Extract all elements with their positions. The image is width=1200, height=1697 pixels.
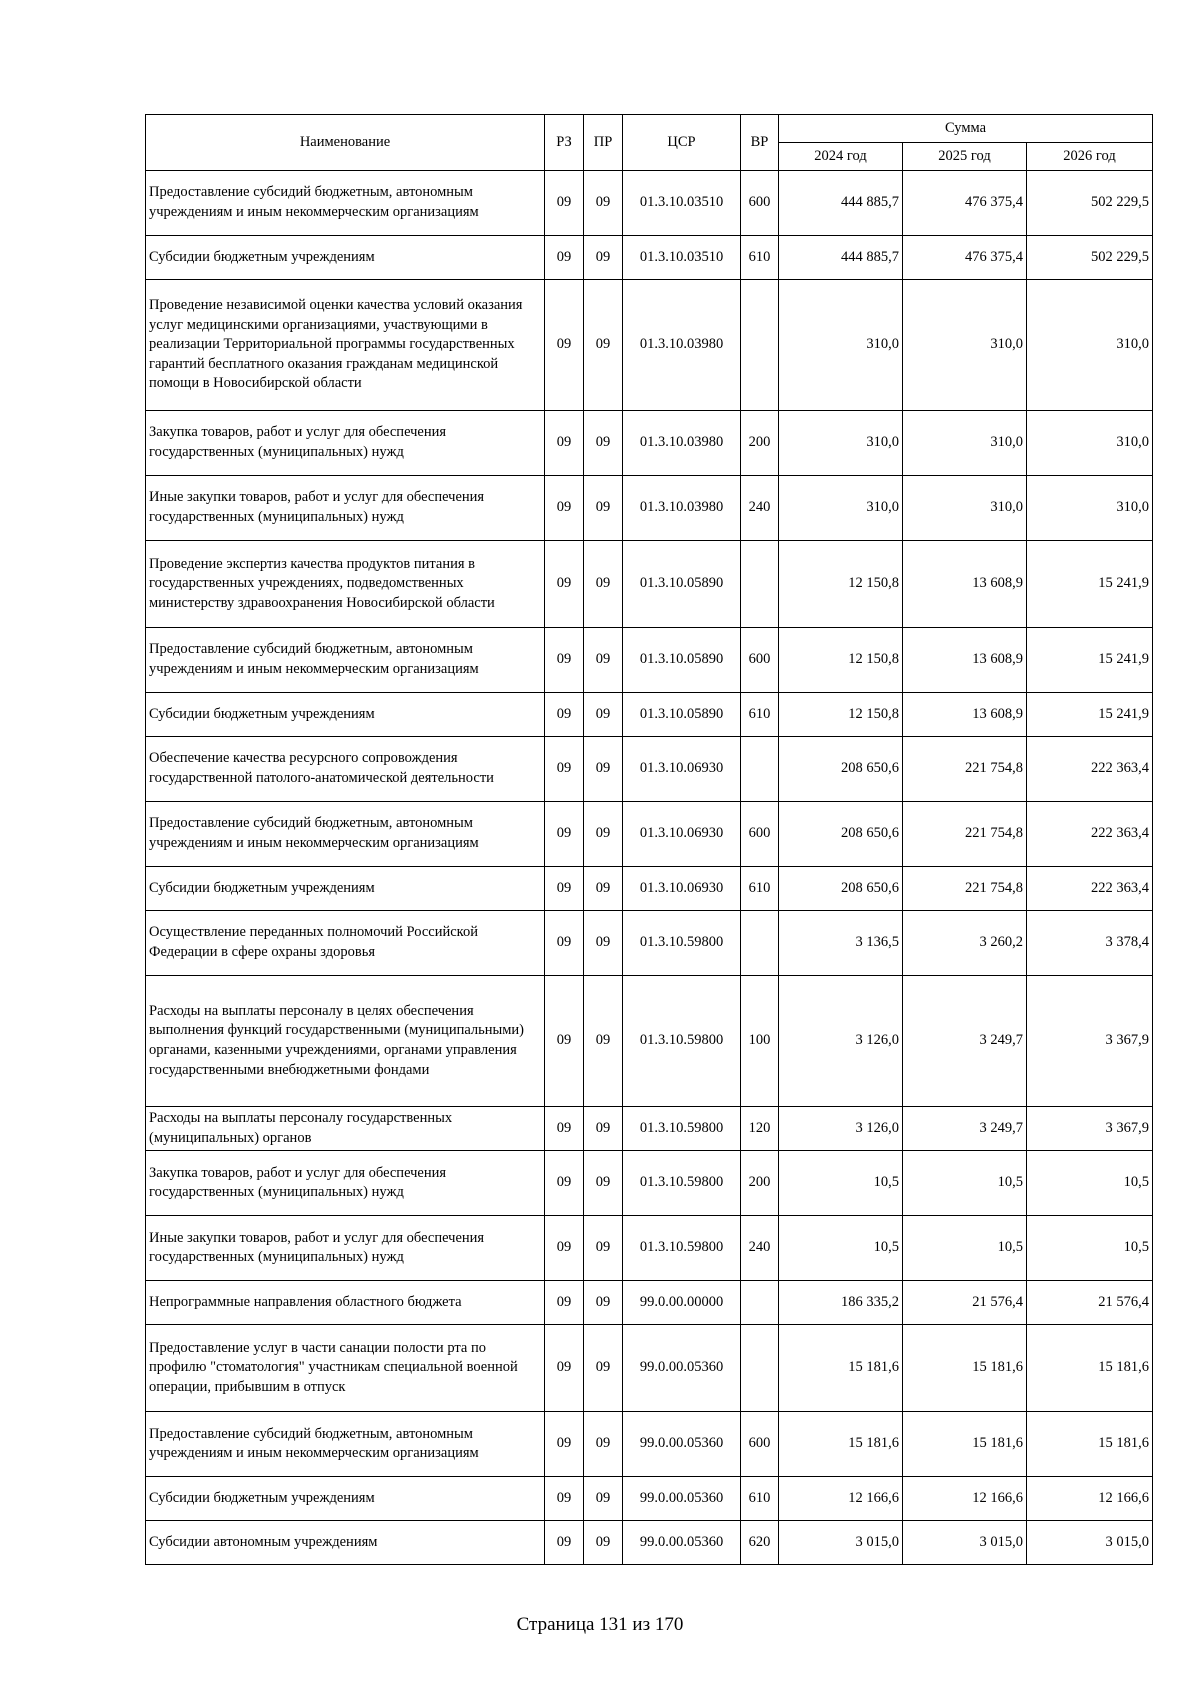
cell-rz: 09 [545, 1325, 584, 1412]
cell-sum-2025: 15 181,6 [903, 1412, 1027, 1477]
cell-csr: 01.3.10.06930 [623, 867, 741, 911]
header-vr: ВР [741, 115, 779, 171]
table-row [146, 541, 1153, 628]
cell-sum-2024: 3 126,0 [779, 976, 903, 1107]
cell-rz: 09 [545, 976, 584, 1107]
cell-name: Осуществление переданных полномочий Российской Федерации в сфере охраны здоровья [146, 911, 545, 976]
cell-sum-2024: 3 126,0 [779, 1107, 903, 1151]
cell-sum-2025: 10,5 [903, 1151, 1027, 1216]
header-sum: Сумма [779, 115, 1153, 143]
cell-pr: 09 [584, 628, 623, 693]
cell-sum-2026: 21 576,4 [1027, 1281, 1153, 1325]
cell-sum-2024: 10,5 [779, 1216, 903, 1281]
cell-sum-2024: 310,0 [779, 280, 903, 411]
cell-sum-2025: 310,0 [903, 411, 1027, 476]
cell-sum-2024: 310,0 [779, 411, 903, 476]
cell-sum-2025: 221 754,8 [903, 737, 1027, 802]
cell-sum-2024: 12 150,8 [779, 628, 903, 693]
cell-sum-2024: 12 150,8 [779, 541, 903, 628]
table-row [146, 1412, 1153, 1477]
cell-csr: 01.3.10.59800 [623, 1216, 741, 1281]
cell-name: Обеспечение качества ресурсного сопровождения государственной патолого-анатомической деятельности [146, 737, 545, 802]
cell-vr: 600 [741, 628, 779, 693]
cell-name: Предоставление субсидий бюджетным, автономным учреждениям и иным некоммерческим организациям [146, 802, 545, 867]
table-row [146, 171, 1153, 236]
cell-sum-2026: 222 363,4 [1027, 737, 1153, 802]
cell-pr: 09 [584, 1281, 623, 1325]
cell-sum-2024: 310,0 [779, 476, 903, 541]
table-row [146, 628, 1153, 693]
cell-sum-2024: 186 335,2 [779, 1281, 903, 1325]
cell-name: Предоставление субсидий бюджетным, автономным учреждениям и иным некоммерческим организациям [146, 1412, 545, 1477]
cell-sum-2025: 476 375,4 [903, 171, 1027, 236]
cell-rz: 09 [545, 1281, 584, 1325]
cell-sum-2026: 310,0 [1027, 411, 1153, 476]
cell-name: Субсидии бюджетным учреждениям [146, 236, 545, 280]
cell-pr: 09 [584, 1477, 623, 1521]
cell-csr: 01.3.10.59800 [623, 1107, 741, 1151]
cell-sum-2024: 3 136,5 [779, 911, 903, 976]
cell-pr: 09 [584, 802, 623, 867]
cell-sum-2024: 15 181,6 [779, 1412, 903, 1477]
cell-rz: 09 [545, 628, 584, 693]
cell-sum-2025: 12 166,6 [903, 1477, 1027, 1521]
cell-name: Предоставление субсидий бюджетным, автономным учреждениям и иным некоммерческим организациям [146, 171, 545, 236]
cell-rz: 09 [545, 1151, 584, 1216]
cell-vr: 610 [741, 1477, 779, 1521]
cell-name: Субсидии бюджетным учреждениям [146, 693, 545, 737]
cell-name: Субсидии бюджетным учреждениям [146, 1477, 545, 1521]
cell-sum-2026: 3 367,9 [1027, 976, 1153, 1107]
header-year-2024: 2024 год [779, 143, 903, 171]
cell-pr: 09 [584, 236, 623, 280]
cell-pr: 09 [584, 476, 623, 541]
cell-vr: 100 [741, 976, 779, 1107]
cell-pr: 09 [584, 171, 623, 236]
cell-vr [741, 737, 779, 802]
table-row [146, 1477, 1153, 1521]
cell-name: Закупка товаров, работ и услуг для обеспечения государственных (муниципальных) нужд [146, 1151, 545, 1216]
table-row [146, 1216, 1153, 1281]
table-row [146, 476, 1153, 541]
cell-sum-2024: 208 650,6 [779, 867, 903, 911]
cell-rz: 09 [545, 476, 584, 541]
cell-pr: 09 [584, 1151, 623, 1216]
cell-rz: 09 [545, 171, 584, 236]
cell-csr: 01.3.10.05890 [623, 693, 741, 737]
cell-csr: 99.0.00.05360 [623, 1325, 741, 1412]
header-year-2025: 2025 год [903, 143, 1027, 171]
cell-name: Проведение независимой оценки качества условий оказания услуг медицинскими организациями, участвующими в реализации Территориальной программы государственных гарантий бесплатного оказания гражданам медицинской помощи в Новосибирской области [146, 280, 545, 411]
table-row [146, 867, 1153, 911]
cell-sum-2024: 12 166,6 [779, 1477, 903, 1521]
cell-sum-2026: 15 241,9 [1027, 693, 1153, 737]
cell-rz: 09 [545, 236, 584, 280]
cell-sum-2026: 502 229,5 [1027, 171, 1153, 236]
cell-name: Субсидии автономным учреждениям [146, 1521, 545, 1565]
cell-sum-2026: 3 015,0 [1027, 1521, 1153, 1565]
cell-vr: 200 [741, 1151, 779, 1216]
cell-pr: 09 [584, 693, 623, 737]
cell-rz: 09 [545, 1412, 584, 1477]
cell-sum-2025: 3 260,2 [903, 911, 1027, 976]
cell-sum-2025: 3 249,7 [903, 976, 1027, 1107]
table-row [146, 1281, 1153, 1325]
cell-sum-2025: 10,5 [903, 1216, 1027, 1281]
cell-name: Предоставление субсидий бюджетным, автономным учреждениям и иным некоммерческим организациям [146, 628, 545, 693]
cell-name: Иные закупки товаров, работ и услуг для обеспечения государственных (муниципальных) нужд [146, 1216, 545, 1281]
cell-pr: 09 [584, 280, 623, 411]
table-row [146, 1521, 1153, 1565]
cell-csr: 01.3.10.59800 [623, 1151, 741, 1216]
cell-vr [741, 280, 779, 411]
cell-pr: 09 [584, 541, 623, 628]
cell-name: Расходы на выплаты персоналу в целях обеспечения выполнения функций государственными (муниципальными) органами, казенными учреждениями, органами управления государственными внебюджетными фондами [146, 976, 545, 1107]
cell-sum-2024: 10,5 [779, 1151, 903, 1216]
cell-sum-2026: 15 181,6 [1027, 1412, 1153, 1477]
cell-sum-2026: 10,5 [1027, 1151, 1153, 1216]
cell-sum-2025: 3 249,7 [903, 1107, 1027, 1151]
table-row [146, 693, 1153, 737]
table-row [146, 802, 1153, 867]
table-body [146, 171, 1153, 1565]
cell-sum-2025: 310,0 [903, 280, 1027, 411]
cell-rz: 09 [545, 737, 584, 802]
cell-vr [741, 1281, 779, 1325]
cell-vr: 610 [741, 867, 779, 911]
cell-vr: 620 [741, 1521, 779, 1565]
cell-vr: 120 [741, 1107, 779, 1151]
cell-csr: 01.3.10.59800 [623, 976, 741, 1107]
table-row [146, 1325, 1153, 1412]
cell-csr: 01.3.10.06930 [623, 737, 741, 802]
cell-pr: 09 [584, 737, 623, 802]
cell-vr: 600 [741, 1412, 779, 1477]
cell-sum-2026: 15 181,6 [1027, 1325, 1153, 1412]
cell-csr: 99.0.00.00000 [623, 1281, 741, 1325]
cell-sum-2026: 3 378,4 [1027, 911, 1153, 976]
cell-sum-2024: 12 150,8 [779, 693, 903, 737]
cell-rz: 09 [545, 1521, 584, 1565]
cell-sum-2026: 310,0 [1027, 280, 1153, 411]
cell-csr: 99.0.00.05360 [623, 1477, 741, 1521]
cell-pr: 09 [584, 1107, 623, 1151]
cell-sum-2024: 444 885,7 [779, 171, 903, 236]
cell-rz: 09 [545, 802, 584, 867]
cell-vr: 600 [741, 171, 779, 236]
cell-sum-2025: 3 015,0 [903, 1521, 1027, 1565]
cell-csr: 99.0.00.05360 [623, 1521, 741, 1565]
cell-sum-2025: 15 181,6 [903, 1325, 1027, 1412]
cell-name: Иные закупки товаров, работ и услуг для обеспечения государственных (муниципальных) нужд [146, 476, 545, 541]
cell-vr: 240 [741, 476, 779, 541]
header-rz: РЗ [545, 115, 584, 171]
cell-rz: 09 [545, 911, 584, 976]
cell-rz: 09 [545, 1216, 584, 1281]
page-number: Страница 131 из 170 [516, 1614, 684, 1635]
cell-pr: 09 [584, 1216, 623, 1281]
cell-csr: 01.3.10.59800 [623, 911, 741, 976]
table-row [146, 236, 1153, 280]
cell-vr [741, 911, 779, 976]
cell-pr: 09 [584, 411, 623, 476]
table-row [146, 280, 1153, 411]
cell-vr: 600 [741, 802, 779, 867]
table-row [146, 911, 1153, 976]
cell-csr: 99.0.00.05360 [623, 1412, 741, 1477]
cell-sum-2025: 221 754,8 [903, 867, 1027, 911]
table-row [146, 976, 1153, 1107]
cell-pr: 09 [584, 911, 623, 976]
cell-rz: 09 [545, 867, 584, 911]
table-row [146, 1151, 1153, 1216]
cell-sum-2026: 15 241,9 [1027, 628, 1153, 693]
cell-sum-2025: 476 375,4 [903, 236, 1027, 280]
cell-rz: 09 [545, 280, 584, 411]
cell-vr: 610 [741, 236, 779, 280]
cell-sum-2024: 208 650,6 [779, 802, 903, 867]
cell-sum-2024: 208 650,6 [779, 737, 903, 802]
cell-pr: 09 [584, 1521, 623, 1565]
cell-sum-2025: 221 754,8 [903, 802, 1027, 867]
cell-sum-2026: 502 229,5 [1027, 236, 1153, 280]
cell-pr: 09 [584, 1412, 623, 1477]
cell-sum-2025: 13 608,9 [903, 628, 1027, 693]
cell-name: Непрограммные направления областного бюджета [146, 1281, 545, 1325]
cell-sum-2026: 222 363,4 [1027, 867, 1153, 911]
budget-table [145, 114, 1153, 1565]
cell-sum-2024: 444 885,7 [779, 236, 903, 280]
cell-name: Субсидии бюджетным учреждениям [146, 867, 545, 911]
cell-vr: 610 [741, 693, 779, 737]
table-row [146, 1107, 1153, 1151]
cell-csr: 01.3.10.03510 [623, 171, 741, 236]
cell-sum-2026: 3 367,9 [1027, 1107, 1153, 1151]
cell-vr [741, 1325, 779, 1412]
cell-sum-2024: 3 015,0 [779, 1521, 903, 1565]
cell-pr: 09 [584, 867, 623, 911]
cell-vr [741, 541, 779, 628]
cell-sum-2026: 222 363,4 [1027, 802, 1153, 867]
cell-sum-2026: 15 241,9 [1027, 541, 1153, 628]
cell-csr: 01.3.10.06930 [623, 802, 741, 867]
header-year-2026: 2026 год [1027, 143, 1153, 171]
cell-csr: 01.3.10.05890 [623, 541, 741, 628]
cell-vr: 240 [741, 1216, 779, 1281]
header-csr: ЦСР [623, 115, 741, 171]
cell-sum-2024: 15 181,6 [779, 1325, 903, 1412]
cell-sum-2025: 21 576,4 [903, 1281, 1027, 1325]
cell-name: Расходы на выплаты персоналу государственных (муниципальных) органов [146, 1107, 545, 1151]
cell-sum-2025: 13 608,9 [903, 541, 1027, 628]
cell-vr: 200 [741, 411, 779, 476]
cell-csr: 01.3.10.03980 [623, 411, 741, 476]
cell-rz: 09 [545, 411, 584, 476]
table-row [146, 737, 1153, 802]
cell-sum-2026: 10,5 [1027, 1216, 1153, 1281]
cell-name: Закупка товаров, работ и услуг для обеспечения государственных (муниципальных) нужд [146, 411, 545, 476]
header-pr: ПР [584, 115, 623, 171]
cell-sum-2025: 13 608,9 [903, 693, 1027, 737]
cell-sum-2026: 12 166,6 [1027, 1477, 1153, 1521]
cell-rz: 09 [545, 693, 584, 737]
cell-csr: 01.3.10.03510 [623, 236, 741, 280]
header-row-top [146, 115, 1153, 143]
header-name: Наименование [146, 115, 545, 171]
cell-name: Предоставление услуг в части санации полости рта по профилю "стоматология" участникам специальной военной операции, прибывшим в отпуск [146, 1325, 545, 1412]
cell-csr: 01.3.10.03980 [623, 280, 741, 411]
table-row [146, 411, 1153, 476]
cell-csr: 01.3.10.03980 [623, 476, 741, 541]
cell-pr: 09 [584, 1325, 623, 1412]
cell-pr: 09 [584, 976, 623, 1107]
cell-sum-2025: 310,0 [903, 476, 1027, 541]
cell-rz: 09 [545, 1107, 584, 1151]
cell-rz: 09 [545, 1477, 584, 1521]
cell-rz: 09 [545, 541, 584, 628]
cell-name: Проведение экспертиз качества продуктов питания в государственных учреждениях, подведомственных министерству здравоохранения Новосибирской области [146, 541, 545, 628]
cell-sum-2026: 310,0 [1027, 476, 1153, 541]
cell-csr: 01.3.10.05890 [623, 628, 741, 693]
